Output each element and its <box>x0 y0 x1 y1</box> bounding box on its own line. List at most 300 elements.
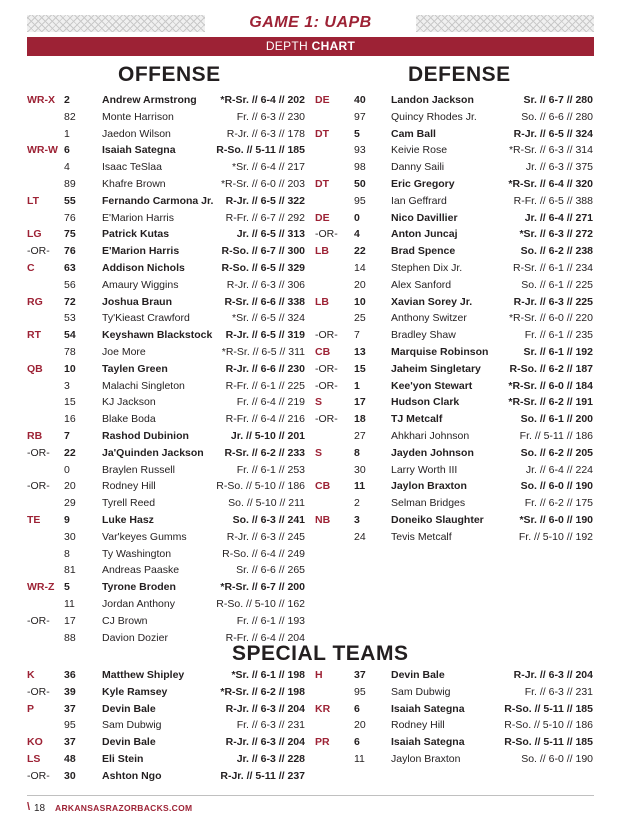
player-info: Fr. // 5-10 // 192 <box>518 530 593 543</box>
jersey-number: 29 <box>64 497 76 510</box>
position-label: S <box>315 396 323 409</box>
jersey-number: 11 <box>64 598 75 610</box>
player-info: Fr. // 6-1 // 193 <box>236 614 305 627</box>
jersey-number: 56 <box>64 278 76 291</box>
player-name: Monte Harrison <box>102 110 174 123</box>
player-info: *R-Sr. // 6-7 // 200 <box>220 581 305 594</box>
player-info: Jr. // 5-10 // 201 <box>230 430 305 442</box>
player-row <box>27 344 305 360</box>
jersey-number: 14 <box>354 262 366 274</box>
player-info: R-So. // 5-11 // 185 <box>504 702 593 715</box>
player-info: So. // 6-0 // 190 <box>521 753 593 765</box>
player-row <box>27 596 305 612</box>
jersey-number: 37 <box>354 669 366 681</box>
player-info: R-So. // 6-4 // 249 <box>222 547 305 560</box>
player-row <box>27 142 305 158</box>
player-info: R-So. // 5-10 // 186 <box>216 480 305 493</box>
player-name: Jaylon Braxton <box>391 480 467 493</box>
player-name: Tyrell Reed <box>102 497 156 510</box>
jersey-number: 81 <box>64 564 76 577</box>
player-row <box>315 462 593 478</box>
player-row <box>315 294 593 310</box>
player-info: R-Jr. // 6-5 // 319 <box>225 329 305 342</box>
player-info: So. // 5-10 // 211 <box>228 497 305 510</box>
player-info: Sr. // 6-6 // 265 <box>236 564 305 577</box>
jersey-number: 20 <box>354 278 366 291</box>
player-row <box>315 428 593 444</box>
player-info: R-Jr. // 6-3 // 204 <box>513 669 593 681</box>
player-row <box>27 378 305 394</box>
position-label: TE <box>27 514 41 526</box>
player-row <box>315 378 593 394</box>
position-label: NB <box>315 514 331 526</box>
player-name: CJ Brown <box>102 614 148 627</box>
jersey-number: 72 <box>64 295 76 308</box>
player-name: Devin Bale <box>391 669 445 681</box>
player-info: R-So. // 6-5 // 329 <box>221 262 305 274</box>
jersey-number: 30 <box>64 530 76 543</box>
jersey-number: 89 <box>64 178 76 190</box>
player-row <box>315 445 593 461</box>
player-row <box>27 512 305 528</box>
jersey-number: 10 <box>64 362 76 375</box>
jersey-number: 55 <box>64 194 76 207</box>
position-label: -OR- <box>315 329 338 342</box>
player-row <box>27 226 305 242</box>
player-name: Selman Bridges <box>391 497 466 510</box>
player-name: Hudson Clark <box>391 396 460 409</box>
player-row <box>315 529 593 545</box>
player-row <box>27 92 305 108</box>
player-row <box>27 277 305 293</box>
player-info: *R-Sr. // 6-5 // 311 <box>221 346 305 358</box>
player-name: Andreas Paaske <box>102 564 180 577</box>
jersey-number: 8 <box>64 547 70 560</box>
player-row <box>315 344 593 360</box>
player-name: E'Marion Harris <box>102 211 175 224</box>
player-row <box>27 294 305 310</box>
player-name: Devin Bale <box>102 702 156 715</box>
player-info: So. // 6-6 // 280 <box>521 110 593 123</box>
player-row <box>27 109 305 125</box>
jersey-number: 11 <box>354 753 365 765</box>
position-label: QB <box>27 362 43 375</box>
position-label: LB <box>315 245 329 258</box>
player-row <box>27 210 305 226</box>
jersey-number: 27 <box>354 430 366 442</box>
jersey-number: 22 <box>354 245 366 258</box>
player-row <box>27 701 305 717</box>
offense-heading: OFFENSE <box>118 63 221 86</box>
position-label: WR-X <box>27 94 55 106</box>
player-info: R-Jr. // 6-3 // 245 <box>226 530 305 543</box>
jersey-number: 2 <box>64 94 70 106</box>
jersey-number: 63 <box>64 262 76 274</box>
position-label: -OR- <box>315 228 338 241</box>
jersey-number: 16 <box>64 413 76 426</box>
player-row <box>27 734 305 750</box>
jersey-number: 2 <box>354 497 360 510</box>
player-name: Matthew Shipley <box>102 669 185 681</box>
player-name: Var'keyes Gumms <box>102 530 187 543</box>
player-name: Blake Boda <box>102 413 156 426</box>
player-name: Xavian Sorey Jr. <box>391 295 473 308</box>
position-label: -OR- <box>27 245 50 258</box>
player-info: Fr. // 6-2 // 175 <box>524 497 593 510</box>
player-row <box>315 717 593 733</box>
player-row <box>315 327 593 343</box>
jersey-number: 20 <box>64 480 76 493</box>
jersey-number: 78 <box>64 346 76 358</box>
player-info: R-Sr. // 6-1 // 234 <box>513 262 593 274</box>
player-name: Quincy Rhodes Jr. <box>391 110 477 123</box>
jersey-number: 8 <box>354 446 360 459</box>
jersey-number: 54 <box>64 329 76 342</box>
position-label: RB <box>27 430 43 442</box>
footer-website: ARKANSASRAZORBACKS.COM <box>55 803 193 813</box>
position-label: -OR- <box>315 379 338 392</box>
position-label: KR <box>315 702 331 715</box>
position-label: CB <box>315 346 331 358</box>
player-row <box>27 667 305 683</box>
player-name: TJ Metcalf <box>391 413 443 426</box>
player-name: Kyle Ramsey <box>102 685 168 698</box>
banner-chart-label: CHART <box>311 39 356 53</box>
player-info: *R-Sr. // 6-0 // 184 <box>508 379 593 392</box>
jersey-number: 4 <box>354 228 360 241</box>
jersey-number: 1 <box>64 127 70 140</box>
player-name: Isaiah Sategna <box>102 144 176 157</box>
player-info: So. // 6-1 // 200 <box>520 413 593 426</box>
player-row <box>315 512 593 528</box>
position-label: S <box>315 446 323 459</box>
player-row <box>27 243 305 259</box>
player-info: Fr. // 5-11 // 186 <box>519 430 593 442</box>
player-info: Jr. // 6-4 // 271 <box>524 211 593 224</box>
position-label: WR-Z <box>27 581 55 594</box>
player-name: Braylen Russell <box>102 463 175 476</box>
player-row <box>27 260 305 276</box>
position-label: -OR- <box>27 769 50 782</box>
jersey-number: 4 <box>64 161 70 174</box>
position-label: P <box>27 702 35 715</box>
player-info: Jr. // 6-3 // 228 <box>236 753 305 765</box>
position-label: LB <box>315 295 329 308</box>
jersey-number: 15 <box>64 396 76 409</box>
player-info: R-Jr. // 6-5 // 324 <box>513 127 593 140</box>
player-name: Ja'Quinden Jackson <box>102 446 204 459</box>
player-name: Isaiah Sategna <box>391 702 465 715</box>
player-info: Jr. // 6-3 // 375 <box>525 161 593 174</box>
player-info: R-Fr. // 6-5 // 388 <box>513 194 593 207</box>
player-info: *R-Sr. // 6-0 // 203 <box>220 178 305 190</box>
position-label: H <box>315 669 323 681</box>
player-row <box>27 562 305 578</box>
player-row <box>315 495 593 511</box>
player-name: Ashton Ngo <box>102 769 162 782</box>
player-row <box>27 751 305 767</box>
decorative-hatch-right <box>416 15 594 32</box>
player-name: Keyshawn Blackstock <box>102 329 213 342</box>
player-row <box>27 445 305 461</box>
player-row <box>315 243 593 259</box>
player-info: R-Fr. // 6-4 // 216 <box>225 413 305 426</box>
player-row <box>315 361 593 377</box>
player-name: Bradley Shaw <box>391 329 456 342</box>
player-row <box>315 701 593 717</box>
position-label: KO <box>27 736 43 749</box>
jersey-number: 7 <box>354 329 360 342</box>
jersey-number: 36 <box>64 669 76 681</box>
jersey-number: 95 <box>354 194 366 207</box>
jersey-number: 7 <box>64 430 70 442</box>
jersey-number: 5 <box>64 581 70 594</box>
player-name: Isaiah Sategna <box>391 736 465 749</box>
player-name: Anton Juncaj <box>391 228 458 241</box>
jersey-number: 0 <box>64 463 70 476</box>
player-info: *R-Sr. // 6-3 // 314 <box>508 144 593 157</box>
player-row <box>27 176 305 192</box>
player-row <box>315 210 593 226</box>
player-name: Tevis Metcalf <box>391 530 452 543</box>
game-title: GAME 1: UAPB <box>249 14 372 31</box>
jersey-number: 40 <box>354 94 366 106</box>
player-row <box>315 159 593 175</box>
position-label: -OR- <box>27 614 50 627</box>
jersey-number: 15 <box>354 362 366 375</box>
player-name: Taylen Green <box>102 362 168 375</box>
player-row <box>27 529 305 545</box>
jersey-number: 24 <box>354 530 366 543</box>
player-row <box>27 462 305 478</box>
special-teams-heading: SPECIAL TEAMS <box>232 642 409 665</box>
player-name: Davion Dozier <box>102 631 168 644</box>
jersey-number: 30 <box>354 463 366 476</box>
player-name: Anthony Switzer <box>391 312 467 325</box>
player-info: R-Jr. // 6-3 // 306 <box>226 278 305 291</box>
player-name: Joe More <box>102 346 146 358</box>
player-name: Keivie Rose <box>391 144 448 157</box>
player-name: Ty'Kieast Crawford <box>102 312 190 325</box>
position-label: C <box>27 262 35 274</box>
jersey-number: 10 <box>354 295 366 308</box>
player-info: So. // 6-3 // 241 <box>232 514 305 526</box>
player-info: *R-Sr. // 6-4 // 320 <box>508 178 593 190</box>
position-label: RT <box>27 329 41 342</box>
player-info: R-Jr. // 6-3 // 204 <box>225 736 305 749</box>
player-row <box>315 176 593 192</box>
player-name: Jaylon Braxton <box>391 753 461 765</box>
jersey-number: 6 <box>64 144 70 157</box>
jersey-number: 97 <box>354 110 366 123</box>
player-row <box>27 327 305 343</box>
player-name: Jaheim Singletary <box>391 362 481 375</box>
jersey-number: 22 <box>64 446 76 459</box>
jersey-number: 1 <box>354 379 360 392</box>
player-name: Landon Jackson <box>391 94 474 106</box>
jersey-number: 17 <box>64 614 76 627</box>
player-info: R-Jr. // 6-6 // 230 <box>225 362 305 375</box>
player-row <box>315 734 593 750</box>
jersey-number: 76 <box>64 211 76 224</box>
player-row <box>27 193 305 209</box>
player-info: So. // 6-0 // 190 <box>520 480 593 493</box>
jersey-number: 17 <box>354 396 366 409</box>
position-label: LT <box>27 194 40 207</box>
player-info: *Sr. // 6-1 // 198 <box>231 669 305 681</box>
player-name: Doneiko Slaughter <box>391 514 484 526</box>
jersey-number: 75 <box>64 228 76 241</box>
player-info: R-So. // 5-11 // 185 <box>216 144 305 157</box>
player-info: R-Sr. // 6-2 // 233 <box>224 446 305 459</box>
player-row <box>315 667 593 683</box>
player-name: Ty Washington <box>102 547 172 560</box>
player-name: Amaury Wiggins <box>102 278 179 291</box>
player-name: Jaedon Wilson <box>102 127 171 140</box>
player-name: Nico Davillier <box>391 211 458 224</box>
player-name: Malachi Singleton <box>102 379 185 392</box>
player-info: Sr. // 6-1 // 192 <box>523 346 593 358</box>
jersey-number: 37 <box>64 736 76 749</box>
jersey-number: 25 <box>354 312 366 325</box>
footer-divider <box>27 795 594 796</box>
player-row <box>315 109 593 125</box>
player-name: Rashod Dubinion <box>102 430 189 442</box>
player-row <box>27 411 305 427</box>
player-row <box>315 226 593 242</box>
jersey-number: 3 <box>354 514 360 526</box>
player-info: So. // 6-2 // 205 <box>520 446 593 459</box>
player-row <box>27 684 305 700</box>
player-name: Marquise Robinson <box>391 346 489 358</box>
jersey-number: 13 <box>354 346 366 358</box>
jersey-number: 48 <box>64 753 76 765</box>
jersey-number: 9 <box>64 514 70 526</box>
player-info: R-Jr. // 6-3 // 225 <box>513 295 593 308</box>
player-info: R-Fr. // 6-4 // 204 <box>225 631 305 644</box>
player-info: Fr. // 6-3 // 230 <box>236 110 305 123</box>
jersey-number: 11 <box>354 480 366 493</box>
player-row <box>27 613 305 629</box>
player-name: Joshua Braun <box>102 295 173 308</box>
player-info: Fr. // 6-1 // 235 <box>524 329 593 342</box>
player-name: Alex Sanford <box>391 278 452 291</box>
player-info: *Sr. // 6-4 // 217 <box>232 161 305 174</box>
jersey-number: 0 <box>354 211 360 224</box>
player-info: *R-Sr. // 6-2 // 198 <box>220 685 305 698</box>
player-info: So. // 6-2 // 238 <box>520 245 593 258</box>
player-info: Fr. // 6-4 // 219 <box>236 396 305 409</box>
jersey-number: 20 <box>354 719 366 732</box>
position-label: K <box>27 669 35 681</box>
footer-slash-mark: \ <box>27 801 31 813</box>
player-name: Ahkhari Johnson <box>391 430 470 442</box>
player-row <box>27 630 305 646</box>
player-info: *R-Sr. // 6-0 // 220 <box>508 312 593 325</box>
jersey-number: 3 <box>64 379 70 392</box>
player-name: Patrick Kutas <box>102 228 170 241</box>
player-row <box>315 277 593 293</box>
player-row <box>315 260 593 276</box>
player-info: Sr. // 6-7 // 280 <box>523 94 593 106</box>
position-label: -OR- <box>315 362 338 375</box>
jersey-number: 6 <box>354 702 360 715</box>
position-label: -OR- <box>27 446 50 459</box>
jersey-number: 95 <box>354 685 366 698</box>
position-label: DT <box>315 178 329 190</box>
jersey-number: 82 <box>64 110 76 123</box>
player-info: *Sr. // 6-0 // 190 <box>519 514 593 526</box>
player-name: Ian Geffrard <box>391 194 447 207</box>
player-row <box>315 394 593 410</box>
jersey-number: 18 <box>354 413 366 426</box>
player-info: R-Jr. // 6-3 // 204 <box>225 702 305 715</box>
player-row <box>315 142 593 158</box>
page-number: 18 <box>34 803 46 814</box>
player-info: R-So. // 5-10 // 186 <box>504 719 593 732</box>
position-label: RG <box>27 295 43 308</box>
depth-chart-banner <box>27 37 594 56</box>
player-info: *Sr. // 6-5 // 324 <box>232 312 305 325</box>
player-row <box>27 478 305 494</box>
player-name: Cam Ball <box>391 127 436 140</box>
jersey-number: 53 <box>64 312 76 325</box>
position-label: -OR- <box>27 480 50 493</box>
player-name: Luke Hasz <box>102 514 154 526</box>
player-row <box>315 193 593 209</box>
player-name: Devin Bale <box>102 736 156 749</box>
jersey-number: 95 <box>64 719 76 732</box>
player-row <box>27 159 305 175</box>
player-row <box>27 126 305 142</box>
position-label: -OR- <box>27 685 50 698</box>
player-info: R-So. // 5-11 // 185 <box>504 736 593 749</box>
player-name: Sam Dubwig <box>102 719 162 732</box>
player-name: Kee'yon Stewart <box>391 379 473 392</box>
player-info: R-Fr. // 6-7 // 292 <box>225 211 305 224</box>
jersey-number: 88 <box>64 631 76 644</box>
player-name: Addison Nichols <box>102 262 185 274</box>
jersey-number: 50 <box>354 178 366 190</box>
player-info: R-Jr. // 6-5 // 322 <box>225 194 305 207</box>
position-label: DE <box>315 94 330 106</box>
player-name: Isaac TeSlaa <box>102 161 162 174</box>
player-row <box>315 92 593 108</box>
player-row <box>27 768 305 784</box>
player-row <box>27 394 305 410</box>
player-name: Larry Worth III <box>391 463 458 476</box>
player-row <box>315 684 593 700</box>
jersey-number: 6 <box>354 736 360 749</box>
position-label: PR <box>315 736 330 749</box>
jersey-number: 30 <box>64 769 76 782</box>
player-row <box>27 495 305 511</box>
player-name: Jayden Johnson <box>391 446 474 459</box>
position-label: DT <box>315 127 329 140</box>
player-name: Eric Gregory <box>391 178 455 190</box>
defense-heading: DEFENSE <box>408 63 511 86</box>
player-info: R-Jr. // 6-3 // 178 <box>226 127 305 140</box>
player-info: Fr. // 6-3 // 231 <box>236 719 305 732</box>
player-info: Jr. // 6-5 // 313 <box>236 228 305 241</box>
player-row <box>27 579 305 595</box>
player-row <box>315 751 593 767</box>
player-name: Danny Saili <box>391 161 445 174</box>
decorative-hatch-left <box>27 15 205 32</box>
player-info: R-Sr. // 6-6 // 338 <box>224 295 305 308</box>
jersey-number: 76 <box>64 245 76 258</box>
player-info: Jr. // 6-4 // 224 <box>525 463 593 476</box>
